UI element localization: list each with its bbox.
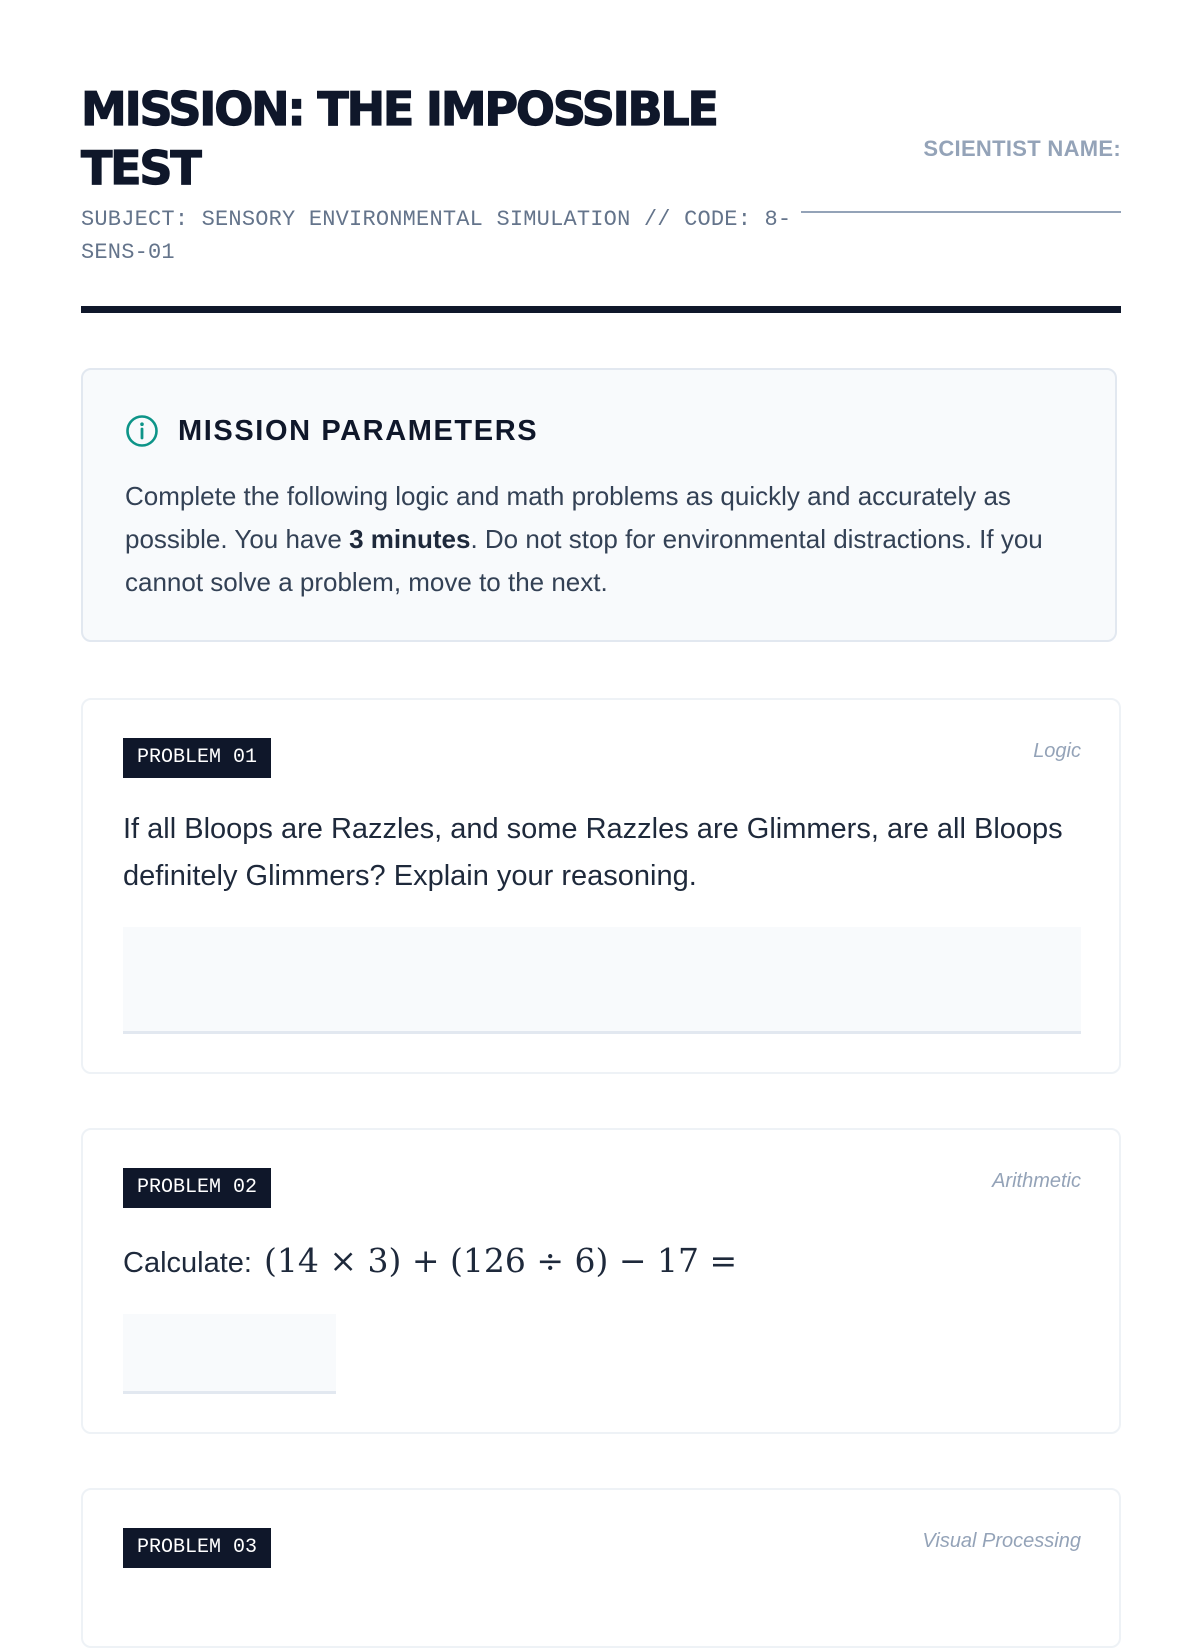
page-title: MISSION: THE IMPOSSIBLE TEST — [81, 82, 717, 195]
problem-card — [81, 698, 1121, 1074]
parameters-text-start: Complete the following logic and math problems as quickly and accurately as possible. You have — [125, 481, 1011, 554]
problem-badge: PROBLEM 02 — [123, 1168, 271, 1208]
problem-category: Logic — [1033, 740, 1081, 762]
time-limit: 3 minutes — [349, 524, 471, 554]
header-divider — [81, 306, 1121, 313]
scientist-name-label: SCIENTIST NAME: — [923, 136, 1121, 161]
problem-card — [81, 1488, 1121, 1648]
subject-code: SUBJECT: SENSORY ENVIRONMENTAL SIMULATION // CODE: 8-SENS-01 — [81, 207, 792, 265]
worksheet-page — [81, 0, 1121, 1559]
problem-card — [81, 1128, 1121, 1434]
problem-badge: PROBLEM 03 — [123, 1528, 271, 1568]
mission-parameters-text — [125, 475, 1075, 604]
math-expression: (14 × 3) + (126 ÷ 6) − 17 = — [264, 1241, 738, 1280]
problem-category: Visual Processing — [922, 1530, 1081, 1552]
scientist-name-field[interactable] — [801, 211, 1121, 213]
problem-badge: PROBLEM 01 — [123, 738, 271, 778]
mission-parameters-panel — [81, 368, 1117, 642]
info-icon — [125, 414, 159, 448]
parameters-text-end: . Do not stop for environmental distractions. If you cannot solve a problem, move to the next. — [125, 524, 1043, 597]
problem-question: If all Bloops are Razzles, and some Razzles are Glimmers, are all Bloops definitely Glimmers? Explain your reasoning. — [123, 813, 1063, 892]
answer-field[interactable] — [123, 927, 1081, 1034]
problem-question — [123, 1237, 1083, 1287]
mission-parameters-header — [125, 414, 538, 448]
problem-category: Arithmetic — [992, 1170, 1081, 1192]
header — [81, 0, 1121, 312]
question-prefix: Calculate: — [123, 1247, 252, 1279]
answer-field[interactable] — [123, 1314, 336, 1394]
mission-parameters-title: MISSION PARAMETERS — [178, 414, 539, 447]
